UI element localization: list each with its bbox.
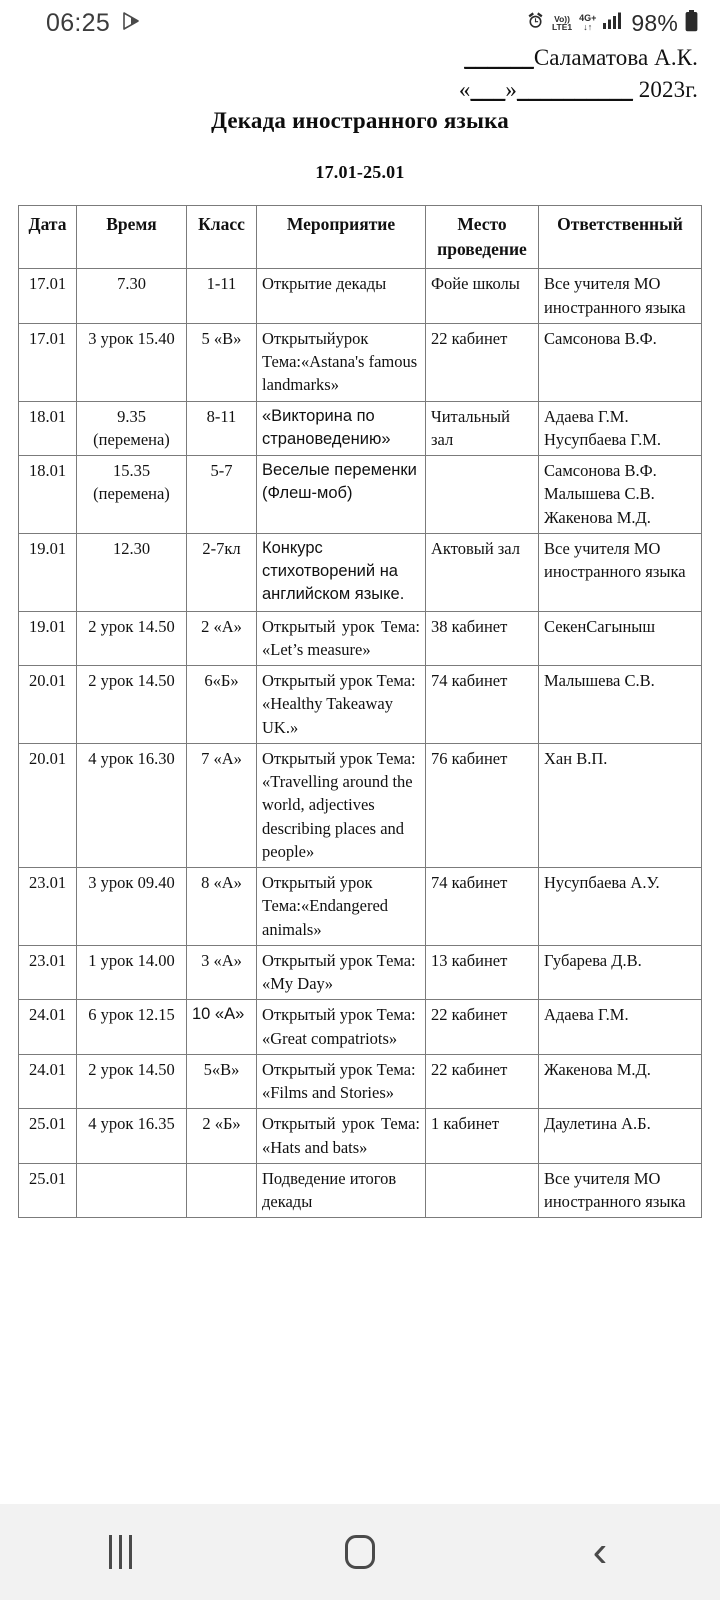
recents-button[interactable] bbox=[60, 1517, 180, 1587]
cell-date: 24.01 bbox=[19, 1054, 77, 1109]
date-line bbox=[0, 74, 698, 106]
column-header-event: Мероприятие bbox=[257, 206, 426, 269]
cell-place: Читальный зал bbox=[426, 401, 539, 456]
cell-date: 18.01 bbox=[19, 401, 77, 456]
volte-indicator bbox=[552, 15, 572, 32]
cell-event: Открытый урок Тема: «Films and Stories» bbox=[257, 1054, 426, 1109]
recents-icon bbox=[109, 1535, 132, 1569]
cell-place: 22 кабинет bbox=[426, 1054, 539, 1109]
status-bar bbox=[0, 0, 720, 46]
table-row bbox=[19, 868, 702, 946]
play-triangle-icon bbox=[119, 9, 143, 38]
table-row bbox=[19, 269, 702, 324]
date-line-year: 2023г. bbox=[638, 76, 698, 102]
column-header-date: Дата bbox=[19, 206, 77, 269]
date-day-blank: ___ bbox=[470, 76, 506, 102]
cell-date: 25.01 bbox=[19, 1163, 77, 1218]
date-line-prefix: « bbox=[458, 76, 471, 102]
cell-place: 22 кабинет bbox=[426, 1000, 539, 1055]
cell-place: Фойе школы bbox=[426, 269, 539, 324]
cell-time: 1 урок 14.00 bbox=[77, 945, 187, 1000]
cell-date: 23.01 bbox=[19, 868, 77, 946]
cell-date: 20.01 bbox=[19, 666, 77, 744]
network-type-label: 4G+ bbox=[579, 13, 597, 23]
cell-place: 22 кабинет bbox=[426, 323, 539, 401]
cell-responsible: Все учителя МО иностранного языка bbox=[539, 269, 702, 324]
cell-time: 4 урок 16.30 bbox=[77, 743, 187, 867]
table-row bbox=[19, 666, 702, 744]
battery-icon bbox=[685, 10, 698, 37]
document-signature-block bbox=[0, 42, 720, 105]
table-row bbox=[19, 401, 702, 456]
signal-bars-icon bbox=[603, 12, 624, 34]
cell-responsible: Все учителя МО иностранного языка bbox=[539, 533, 702, 611]
cell-date: 19.01 bbox=[19, 611, 77, 666]
cell-class: 7 «А» bbox=[187, 743, 257, 867]
cell-date: 17.01 bbox=[19, 323, 77, 401]
table-row bbox=[19, 743, 702, 867]
cell-event: Открытый урок Тема: «Great compatriots» bbox=[257, 1000, 426, 1055]
cell-place: 74 кабинет bbox=[426, 868, 539, 946]
cell-responsible: Даулетина А.Б. bbox=[539, 1109, 702, 1164]
cell-time: 9.35 (перемена) bbox=[77, 401, 187, 456]
table-row bbox=[19, 945, 702, 1000]
cell-responsible: Хан В.П. bbox=[539, 743, 702, 867]
signature-blank: ______ bbox=[464, 45, 534, 70]
column-header-place: Место проведение bbox=[426, 206, 539, 269]
cell-responsible: Самсонова В.Ф. bbox=[539, 323, 702, 401]
cell-responsible: Нусупбаева А.У. bbox=[539, 868, 702, 946]
cell-event: Открытый урок Тема: «Healthy Takeaway UK.» bbox=[257, 666, 426, 744]
cell-time: 2 урок 14.50 bbox=[77, 666, 187, 744]
cell-responsible: Все учителя МО иностранного языка bbox=[539, 1163, 702, 1218]
cell-time: 7.30 bbox=[77, 269, 187, 324]
signature-line bbox=[0, 42, 698, 74]
cell-event: Подведение итогов декады bbox=[257, 1163, 426, 1218]
cell-date: 17.01 bbox=[19, 269, 77, 324]
cell-class bbox=[187, 1163, 257, 1218]
cell-responsible: Жакенова М.Д. bbox=[539, 1054, 702, 1109]
cell-place: Актовый зал bbox=[426, 533, 539, 611]
system-navigation-bar bbox=[0, 1504, 720, 1600]
cell-date: 24.01 bbox=[19, 1000, 77, 1055]
cell-place: 76 кабинет bbox=[426, 743, 539, 867]
table-row bbox=[19, 611, 702, 666]
cell-place: 74 кабинет bbox=[426, 666, 539, 744]
cell-place: 1 кабинет bbox=[426, 1109, 539, 1164]
column-header-time: Время bbox=[77, 206, 187, 269]
page-date-range: 17.01-25.01 bbox=[315, 162, 405, 182]
cell-date: 25.01 bbox=[19, 1109, 77, 1164]
table-row bbox=[19, 323, 702, 401]
cell-event: Открытие декады bbox=[257, 269, 426, 324]
cell-class: 5 «В» bbox=[187, 323, 257, 401]
cell-place bbox=[426, 1163, 539, 1218]
cell-responsible: Адаева Г.М. Нусупбаева Г.М. bbox=[539, 401, 702, 456]
cell-event: Открытый урок Тема: «My Day» bbox=[257, 945, 426, 1000]
cell-date: 23.01 bbox=[19, 945, 77, 1000]
volte-bottom-label: LTE1 bbox=[551, 22, 573, 32]
cell-date: 18.01 bbox=[19, 456, 77, 534]
cell-date: 19.01 bbox=[19, 533, 77, 611]
cell-class: 10 «А» bbox=[187, 1000, 257, 1055]
cell-time: 4 урок 16.35 bbox=[77, 1109, 187, 1164]
cell-place bbox=[426, 456, 539, 534]
cell-class: 5«В» bbox=[187, 1054, 257, 1109]
cell-date: 20.01 bbox=[19, 743, 77, 867]
cell-class: 6«Б» bbox=[187, 666, 257, 744]
back-button[interactable] bbox=[540, 1517, 660, 1587]
cell-class: 2 «А» bbox=[187, 611, 257, 666]
signature-name: Саламатова А.К. bbox=[533, 45, 698, 70]
cell-event: Веселые переменки (Флеш-моб) bbox=[257, 456, 426, 534]
table-row bbox=[19, 456, 702, 534]
cell-time: 3 урок 15.40 bbox=[77, 323, 187, 401]
cell-class: 2-7кл bbox=[187, 533, 257, 611]
date-month-blank: __________ bbox=[516, 76, 633, 102]
home-icon bbox=[345, 1535, 375, 1569]
table-row bbox=[19, 1054, 702, 1109]
cell-time: 6 урок 12.15 bbox=[77, 1000, 187, 1055]
cell-class: 8-11 bbox=[187, 401, 257, 456]
cell-event: Открытый урок Тема:«Endangered animals» bbox=[257, 868, 426, 946]
cell-responsible: Адаева Г.М. bbox=[539, 1000, 702, 1055]
cell-event: Конкурс стихотворений на английском языке. bbox=[257, 533, 426, 611]
cell-event: Открытый урок Тема: «Travelling around the world, adjectives describing places and people» bbox=[257, 743, 426, 867]
cell-time: 3 урок 09.40 bbox=[77, 868, 187, 946]
cell-event: Открытый урок Тема: «Let’s measure» bbox=[257, 611, 426, 666]
schedule-table-container bbox=[18, 205, 701, 1218]
battery-percent-label: 98% bbox=[631, 9, 678, 36]
cell-responsible: СекенСагыныш bbox=[539, 611, 702, 666]
table-row bbox=[19, 1163, 702, 1218]
status-clock: 06:25 bbox=[46, 8, 111, 37]
table-body bbox=[19, 269, 702, 1218]
status-bar-right bbox=[526, 10, 698, 37]
alarm-clock-icon bbox=[526, 11, 545, 35]
cell-place: 38 кабинет bbox=[426, 611, 539, 666]
table-row bbox=[19, 1000, 702, 1055]
cell-place: 13 кабинет bbox=[426, 945, 539, 1000]
network-indicator bbox=[579, 14, 596, 32]
column-header-class: Класс bbox=[187, 206, 257, 269]
cell-responsible: Губарева Д.В. bbox=[539, 945, 702, 1000]
table-row bbox=[19, 533, 702, 611]
data-transfer-arrows-icon: ↓↑ bbox=[583, 22, 593, 32]
home-button[interactable] bbox=[300, 1517, 420, 1587]
date-line-quote: » bbox=[505, 76, 517, 102]
cell-event: Открытый урок Тема: «Hats and bats» bbox=[257, 1109, 426, 1164]
page-title: Декада иностранного языка bbox=[211, 108, 509, 133]
cell-time: 2 урок 14.50 bbox=[77, 1054, 187, 1109]
cell-time: 12.30 bbox=[77, 533, 187, 611]
status-bar-left bbox=[46, 9, 143, 38]
schedule-table bbox=[18, 205, 702, 1218]
column-header-responsible: Ответственный bbox=[539, 206, 702, 269]
table-header-row bbox=[19, 206, 702, 269]
cell-class: 1-11 bbox=[187, 269, 257, 324]
volte-top-label: Vo)) bbox=[554, 13, 570, 24]
cell-time: 2 урок 14.50 bbox=[77, 611, 187, 666]
table-row bbox=[19, 1109, 702, 1164]
table-header bbox=[19, 206, 702, 269]
cell-responsible: Самсонова В.Ф. Малышева С.В. Жакенова М.Д. bbox=[539, 456, 702, 534]
cell-time: 15.35 (перемена) bbox=[77, 456, 187, 534]
cell-class: 2 «Б» bbox=[187, 1109, 257, 1164]
cell-event: «Викторина по страноведению» bbox=[257, 401, 426, 456]
back-chevron-icon: ‹ bbox=[592, 1527, 608, 1576]
cell-event: Открытыйурок Тема:«Astana's famous landmarks» bbox=[257, 323, 426, 401]
cell-responsible: Малышева С.В. bbox=[539, 666, 702, 744]
cell-class: 8 «А» bbox=[187, 868, 257, 946]
cell-time bbox=[77, 1163, 187, 1218]
cell-class: 3 «А» bbox=[187, 945, 257, 1000]
cell-class: 5-7 bbox=[187, 456, 257, 534]
